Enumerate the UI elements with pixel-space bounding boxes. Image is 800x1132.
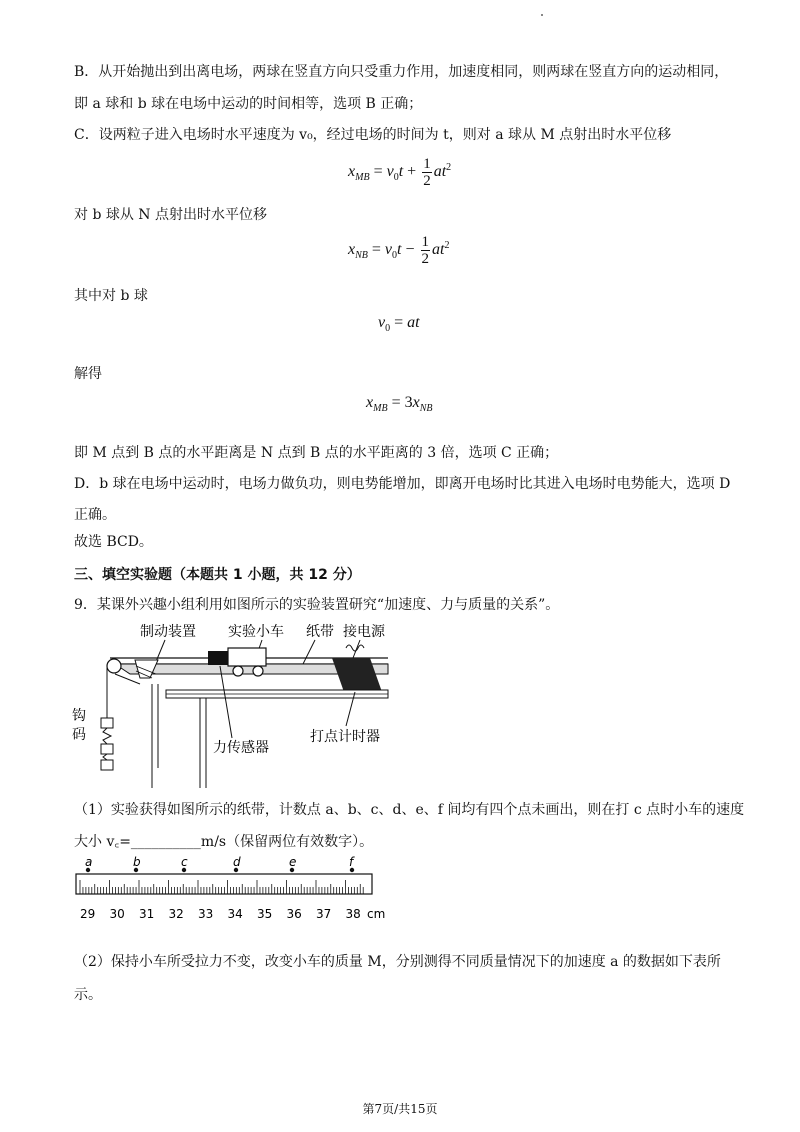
ruler-label: 30 — [109, 907, 125, 921]
label-hook-1: 钩 — [72, 708, 86, 724]
ruler-label: 38 — [345, 907, 361, 921]
part-1-line-a: （1）实验获得如图所示的纸带，计数点 a、b、c、d、e、f 间均有四个点未画出，则在打 c 点时小车的速度 — [74, 802, 745, 818]
label-hook-2: 码 — [72, 727, 86, 743]
page-footer: 第7页/共15页 — [362, 1102, 438, 1116]
label-tape: 纸带 — [306, 624, 334, 640]
label-power: 接电源 — [343, 624, 385, 640]
text-line-d2: 正确。 — [74, 507, 116, 523]
label-brake: 制动装置 — [140, 624, 196, 640]
ruler-unit: cm — [367, 907, 386, 921]
counting-point-label: a — [85, 856, 93, 869]
page-mark — [541, 14, 543, 16]
label-sensor: 力传感器 — [213, 740, 269, 756]
equation-v0: $v_0$ = at — [378, 314, 420, 334]
equation-xnb: $x_{NB} = v_0t$ − $\frac{1}{2}$ $at^2$ — [348, 234, 450, 267]
ruler-tape-figure — [72, 856, 392, 926]
ruler-label: 35 — [257, 907, 273, 921]
ruler-label: 37 — [316, 907, 332, 921]
text-line-c1: C．设两粒子进入电场时水平速度为 v₀，经过电场的时间为 t，则对 a 球从 M 点射出时水平位移 — [74, 127, 672, 143]
counting-point-label: e — [289, 856, 297, 869]
label-timer: 打点计时器 — [310, 729, 380, 745]
text-line-c5: 即 M 点到 B 点的水平距离是 N 点到 B 点的水平距离的 3 倍，选项 C 正确； — [74, 445, 559, 461]
counting-point-label: b — [133, 856, 141, 869]
counting-point-label: c — [181, 856, 188, 869]
answer-line: 故选 BCD。 — [74, 534, 153, 550]
ruler-label: 31 — [139, 907, 155, 921]
apparatus-figure — [70, 618, 400, 788]
counting-point-label: d — [233, 856, 241, 869]
part-1-line-b: 大小 v꜀=__________m/s（保留两位有效数字）。 — [74, 834, 374, 850]
part-2-line-a: （2）保持小车所受拉力不变，改变小车的质量 M，分别测得不同质量情况下的加速度 a 的数据如下表所 — [74, 954, 721, 970]
text-line-c3: 其中对 b 球 — [74, 288, 148, 304]
section-heading: 三、填空实验题（本题共 1 小题，共 12 分） — [74, 567, 361, 583]
ruler-label: 36 — [286, 907, 302, 921]
counting-point-label: f — [349, 856, 354, 869]
ruler-label: 34 — [227, 907, 243, 921]
text-line-b2: 即 a 球和 b 球在电场中运动的时间相等，选项 B 正确； — [74, 96, 423, 112]
text-line-b1: B．从开始抛出到出离电场，两球在竖直方向只受重力作用，加速度相同，则两球在竖直方向的运动相同， — [74, 64, 729, 80]
part-2-line-b: 示。 — [74, 987, 102, 1003]
question-9: 9．某课外兴趣小组利用如图所示的实验装置研究“加速度、力与质量的关系”。 — [74, 597, 560, 613]
ruler-label: 33 — [198, 907, 214, 921]
text-line-c4: 解得 — [74, 366, 102, 382]
equation-xmb: $x_{MB} = v_0t$ + $\frac{1}{2}$ $at^2$ — [348, 156, 452, 189]
text-line-d1: D．b 球在电场中运动时，电场力做负功，则电势能增加，即离开电场时比其进入电场时电势能大，选项 D — [74, 476, 731, 492]
text-line-c2: 对 b 球从 N 点射出时水平位移 — [74, 207, 268, 223]
label-cart: 实验小车 — [228, 624, 284, 640]
ruler-label: 29 — [80, 907, 96, 921]
equation-result: $x_{MB} = 3x_{NB}$ — [366, 394, 433, 414]
ruler-label: 32 — [168, 907, 184, 921]
